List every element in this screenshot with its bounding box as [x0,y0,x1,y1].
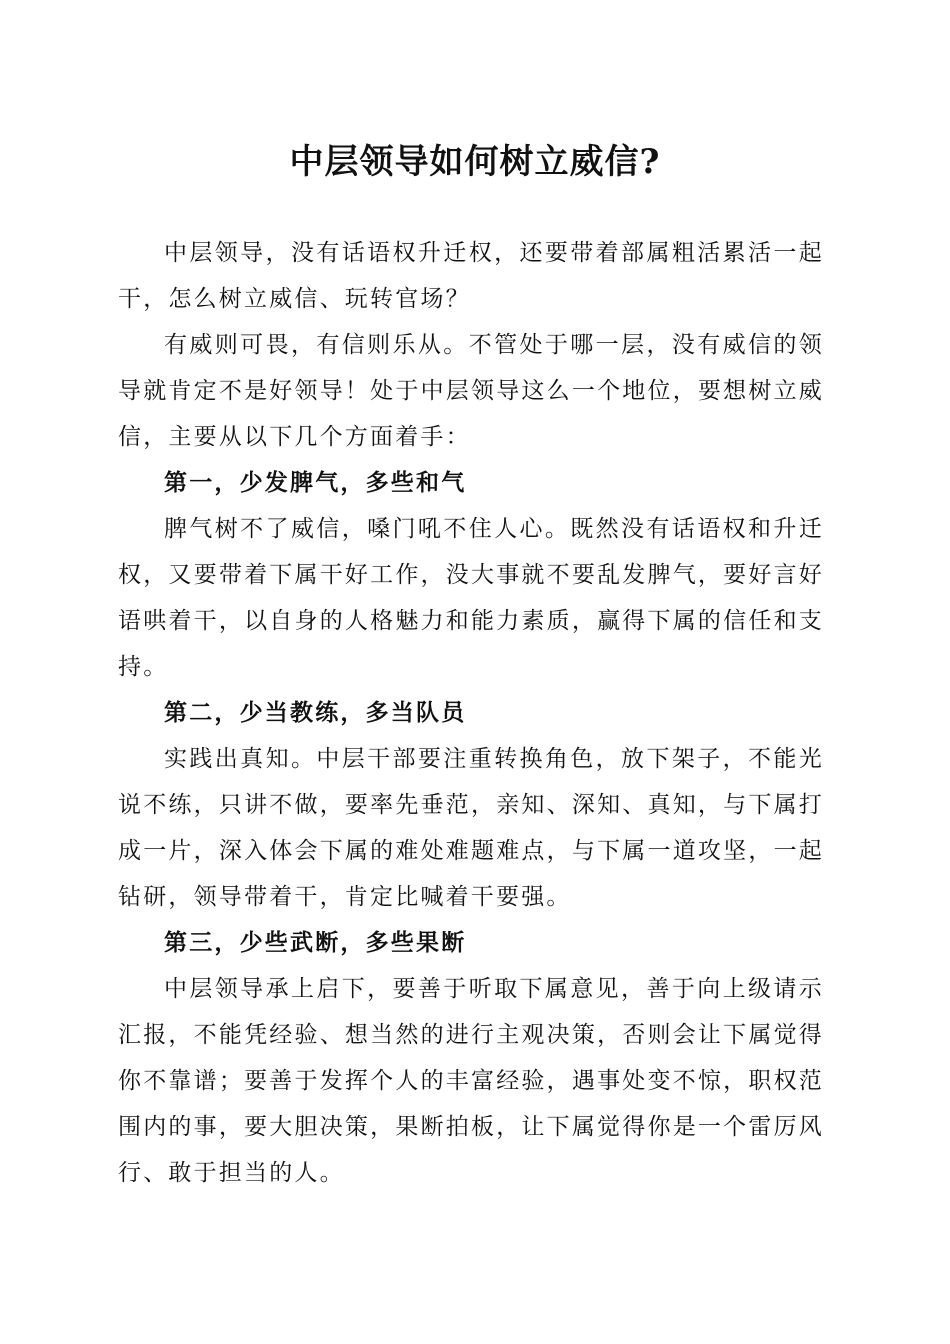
paragraph-intro: 中层领导，没有话语权升迁权，还要带着部属粗活累活一起干，怎么树立威信、玩转官场？ [118,240,824,312]
paragraph-overview: 有威则可畏，有信则乐从。不管处于哪一层，没有威信的领导就肯定不是好领导！处于中层领导这么一个地位，要想树立威信，主要从以下几个方面着手： [118,332,824,450]
section-heading-1: 第一，少发脾气，多些和气 [164,469,467,496]
document-title: 中层领导如何树立威信? [289,142,661,182]
document-body [118,230,824,1196]
paragraph-section-2: 实践出真知。中层干部要注重转换角色，放下架子，不能光说不练，只讲不做，要率先垂范，亲知、深知、真知，与下属打成一片，深入体会下属的难处难题难点，与下属一道攻坚，一起钻研，领导带着干，肯定比喊着干要强。 [118,746,824,910]
section-heading-2: 第二，少当教练，多当队员 [164,699,467,726]
section-heading-3: 第三，少些武断，多些果断 [164,929,467,956]
paragraph-section-3: 中层领导承上启下，要善于听取下属意见，善于向上级请示汇报，不能凭经验、想当然的进行主观决策，否则会让下属觉得你不靠谱；要善于发挥个人的丰富经验，遇事处变不惊，职权范围内的事，要大胆决策，果断拍板，让下属觉得你是一个雷厉风行、敢于担当的人。 [118,976,824,1186]
paragraph-section-1: 脾气树不了威信，嗓门吼不住人心。既然没有话语权和升迁权，又要带着下属干好工作，没大事就不要乱发脾气，要好言好语哄着干，以自身的人格魅力和能力素质，赢得下属的信任和支持。 [118,516,824,680]
